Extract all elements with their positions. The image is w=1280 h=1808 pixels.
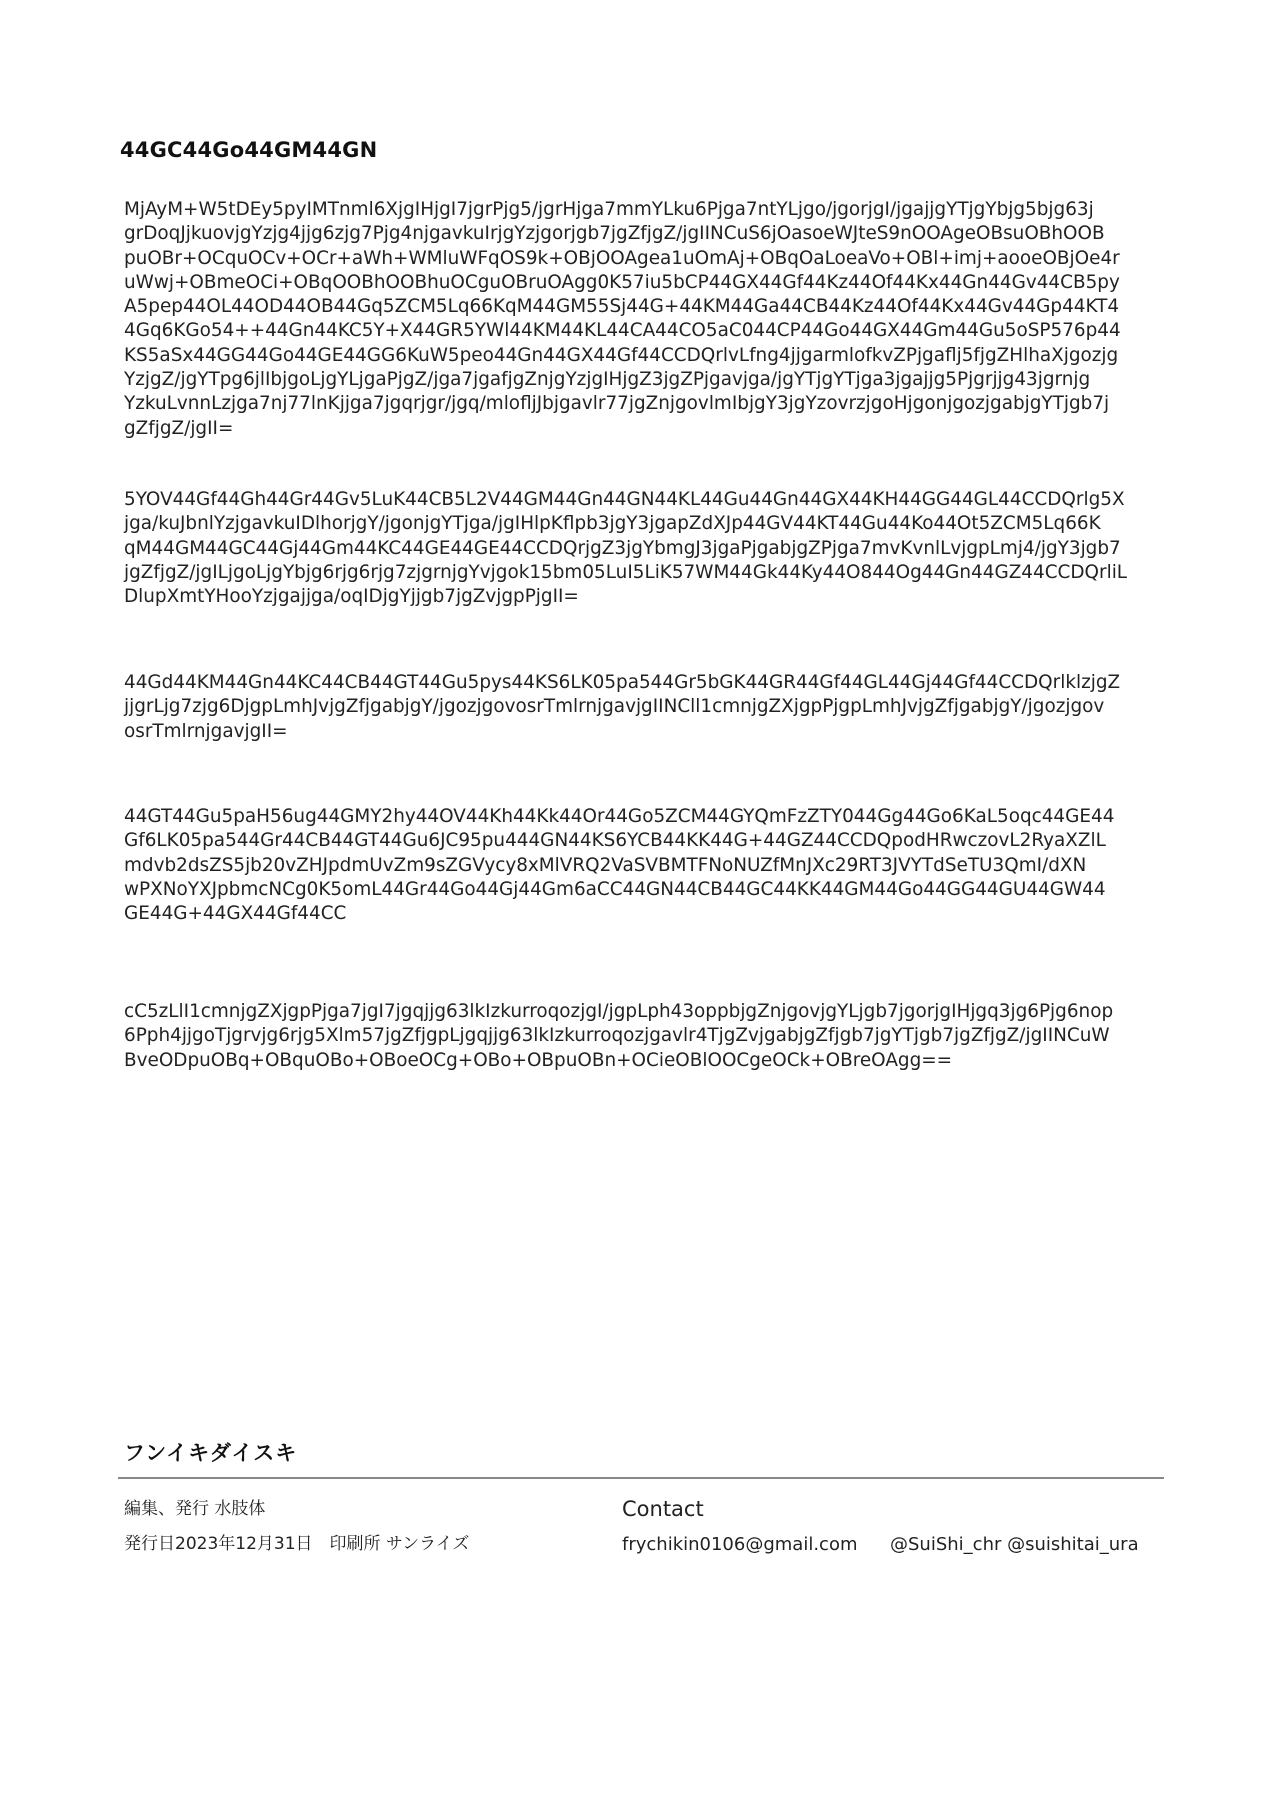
paragraph-line: A5pep44OL44OD44OB44Gq5ZCM5Lq66KqM44GM55Sj44G+44KM44Ga44CB44Kz44Of44Kx44Gv44Gp44KT4	[124, 296, 1120, 318]
footer-divider	[118, 1477, 1164, 1479]
footer-title: フンイキダイスキ	[124, 1441, 298, 1465]
paragraph-line: jga/kuJbnlYzjgavkuIDlhorjgY/jgonjgYTjga/jgIHlpKflpb3jgY3jgapZdXJp44GV44KT44Gu44Ko44Ot5ZCM5Lq66K	[124, 513, 1101, 535]
paragraph-line: 44Gd44KM44Gn44KC44CB44GT44Gu5pys44KS6LK05pa544Gr5bGK44GR44Gf44GL44Gj44Gf44CCDQrlklzjgZ	[124, 672, 1121, 693]
paragraph-4	[124, 805, 1164, 926]
paragraph-line: BveODpuOBq+OBquOBo+OBoeOCg+OBo+OBpuOBn+OCieOBlOOCgeOCk+OBreOAgg==	[124, 1049, 953, 1071]
contact-email: frychikin0106@gmail.com	[622, 1534, 858, 1555]
paragraph-line: 5YOV44Gf44Gh44Gr44Gv5LuK44CB5L2V44GM44Gn44GN44KL44Gu44Gn44GX44KH44GG44GL44CCDQrlg5X	[124, 489, 1125, 510]
paragraph-line: osrTmlrnjgavjgII=	[124, 720, 288, 742]
contact-row	[622, 1527, 1139, 1562]
paragraph-line: 44GT44Gu5paH56ug44GMY2hy44OV44Kh44Kk44Or44Go5ZCM44GYQmFzZTY044Gg44Go6KaL5oqc44GE44	[124, 806, 1115, 827]
paragraph-line: KS5aSx44GG44Go44GE44GG6KuW5peo44Gn44GX44Gf44CCDQrlvLfng4jjgarmlofkvZPjgaflj5fjgZHlhaXjgozjg	[124, 344, 1119, 366]
paragraph-3	[124, 671, 1164, 744]
paragraph-line: cC5zLlI1cmnjgZXjgpPjga7jgI7jgqjjg63lkIzkurroqozjgI/jgpLph43oppbjgZnjgovjgYLjgb7jgorjgIHjgq3jg6Pjg6nop	[124, 1001, 1114, 1022]
paragraph-line: DlupXmtYHooYzjgajjga/oqIDjgYjjgb7jgZvjgpPjgII=	[124, 586, 579, 608]
paragraph-line: jjgrLjg7zjg6DjgpLmhJvjgZfjgabjgY/jgozjgovosrTmlrnjgavjgIINCll1cmnjgZXjgpPjgpLmhJvjgZfjgabjgY/jgozjgov	[124, 696, 1105, 718]
publish-info-line: 発行日2023年12月31日 印刷所 サンライズ	[124, 1534, 470, 1554]
paragraph-2	[124, 488, 1164, 609]
document-title: 44GC44Go44GM44GN	[120, 138, 378, 162]
paragraph-line: qM44GM44GC44Gj44Gm44KC44GE44GE44CCDQrjgZ3jgYbmgJ3jgaPjgabjgZPjga7mvKvnlLvjgpLmj4/jgY3jgb7	[124, 537, 1121, 559]
paragraph-line: puOBr+OCquOCv+OCr+aWh+WMluWFqOS9k+OBjOOAgea1uOmAj+OBqOaLoeaVo+OBl+imj+aooeOBjOe4r	[124, 247, 1120, 269]
paragraph-line: Gf6LK05pa544Gr44CB44GT44Gu6JC95pu444GN44KS6YCB44KK44G+44GZ44CCDQpodHRwczovL2RyaXZlL	[124, 830, 1106, 852]
paragraph-line: YzjgZ/jgYTpg6jlIbjgoLjgYLjgaPjgZ/jga7jgafjgZnjgYzjgIHjgZ3jgZPjgavjga/jgYTjgYTjga3jgajjg5Pjgrjjg43jgrnjg	[124, 369, 1091, 391]
paragraph-line: GE44G+44GX44Gf44CC	[124, 903, 347, 925]
paragraph-line: grDoqJjkuovjgYzjg4jjg6zjg7Pjg4njgavkuIrjgYzjgorjgb7jgZfjgZ/jgIINCuS6jOasoeWJteS9nOOAgeOBsuOBhOOB	[124, 223, 1105, 245]
paragraph-line: gZfjgZ/jgII=	[124, 417, 234, 439]
paragraph-line: mdvb2dsZS5jb20vZHJpdmUvZm9sZGVycy8xMlVRQ2VaSVBMTFNoNUZfMnJXc29RT3JVYTdSeTU3QmI/dXN	[124, 854, 1087, 876]
paragraph-line: wPXNoYXJpbmcNCg0K5omL44Gr44Go44Gj44Gm6aCC44GN44CB44GC44KK44GM44Go44GG44GU44GW44	[124, 878, 1106, 900]
paragraph-line: MjAyM+W5tDEy5pyIMTnml6XjgIHjgI7jgrPjg5/jgrHjga7mmYLku6Pjga7ntYLjgo/jgorjgI/jgajjgYTjgYbjg5bjg63j	[124, 199, 1094, 220]
paragraph-line: jgZfjgZ/jgILjgoLjgYbjg6rjg6rjg7zjgrnjgYvjgok15bm05LuI5LiK57WM44Gk44Ky44O844Og44Gn44GZ44CCDQrliL	[124, 561, 1128, 583]
contact-handles: @SuiShi_chr @suishitai_ura	[890, 1534, 1139, 1555]
colophon-info	[124, 1492, 469, 1562]
paragraph-1	[124, 198, 1164, 441]
contact-heading: Contact	[622, 1497, 704, 1521]
paragraph-line: 4Gq6KGo54++44Gn44KC5Y+X44GR5YWl44KM44KL44CA44CO5aC044CP44Go44GX44Gm44Gu5oSP576p44	[124, 320, 1121, 342]
editor-line: 編集、発行 水肢体	[124, 1499, 266, 1519]
paragraph-line: uWwj+OBmeOCi+OBqOOBhOOBhuOCguOBruOAgg0K57iu5bCP44GX44Gf44Kz44Of44Kx44Gn44Gv44CB5py	[124, 271, 1120, 293]
contact-section	[622, 1492, 1139, 1562]
paragraph-5	[124, 1000, 1164, 1073]
paragraph-line: YzkuLvnnLzjga7nj77lnKjjga7jgqrjgr/jgq/mlofljJbjgavlr77jgZnjgovlmIbjgY3jgYzovrzjgoHjgonjgozjgabjgYTjgb7j	[124, 393, 1110, 415]
paragraph-line: 6Pph4jjgoTjgrvjg6rjg5Xlm57jgZfjgpLjgqjjg63lkIzkurroqozjgavlr4TjgZvjgabjgZfjgb7jgYTjgb7jgZfjgZ/jgIINCuW	[124, 1025, 1110, 1047]
